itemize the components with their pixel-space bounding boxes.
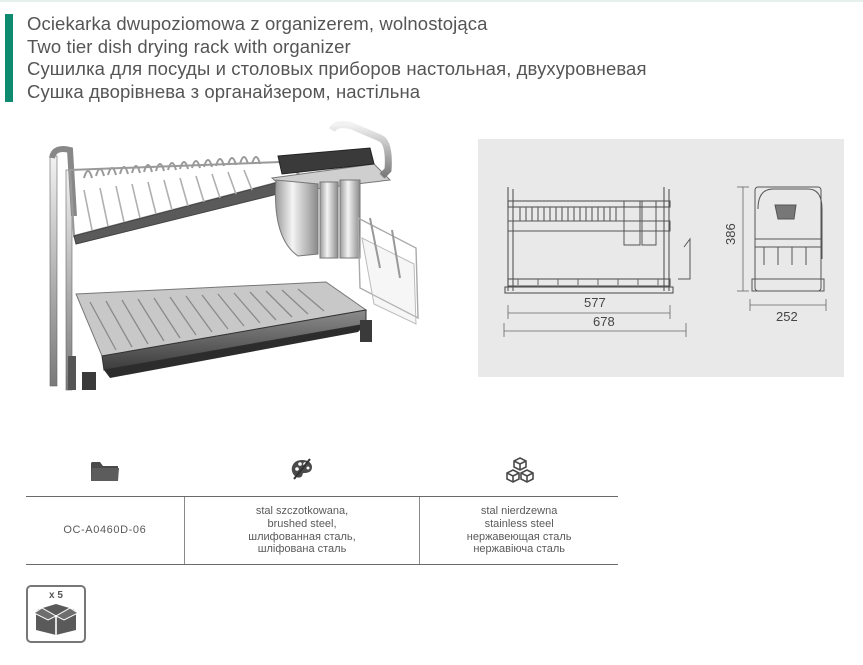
material-russian: нержавеющая сталь [466, 530, 572, 543]
finish-russian: шлифованная сталь, [248, 530, 356, 543]
product-code: OC-A0460D-06 [26, 497, 184, 565]
finish-ukrainian: шліфована сталь [257, 543, 347, 556]
product-photo [40, 118, 440, 408]
finish-english: brushed steel, [267, 517, 337, 530]
dimension-height: 386 [723, 223, 738, 245]
folder-icon [90, 458, 120, 484]
finish-polish: stal szczotkowana, [255, 505, 349, 518]
material-cell [420, 497, 618, 565]
dimension-depth: 252 [776, 309, 798, 324]
product-titles [27, 13, 647, 103]
title-accent-bar [5, 14, 13, 102]
dimension-inner-width: 577 [584, 295, 606, 310]
top-divider [0, 0, 863, 2]
palette-icon [290, 457, 314, 483]
title-polish: Ociekarka dwupoziomowa z organizerem, wolnostojąca [27, 13, 488, 34]
material-polish: stal nierdzewna [480, 505, 558, 518]
material-english: stainless steel [484, 517, 554, 530]
spec-table [26, 496, 618, 565]
title-english: Two tier dish drying rack with organizer [27, 35, 351, 57]
dimension-total-width: 678 [593, 314, 615, 329]
material-ukrainian: нержавіюча сталь [473, 543, 565, 556]
package-quantity: x 5 [49, 590, 63, 601]
table-row [26, 497, 618, 565]
title-ukrainian: Сушка дворівнева з органайзером, настільна [27, 80, 421, 102]
box-icon [34, 602, 78, 636]
cubes-icon [505, 456, 535, 486]
title-russian: Сушилка для посуды и столовых приборов настольная, двухуровневая [27, 58, 647, 79]
technical-drawing [478, 139, 844, 377]
package-quantity-badge [26, 585, 86, 643]
finish-cell [184, 497, 420, 565]
